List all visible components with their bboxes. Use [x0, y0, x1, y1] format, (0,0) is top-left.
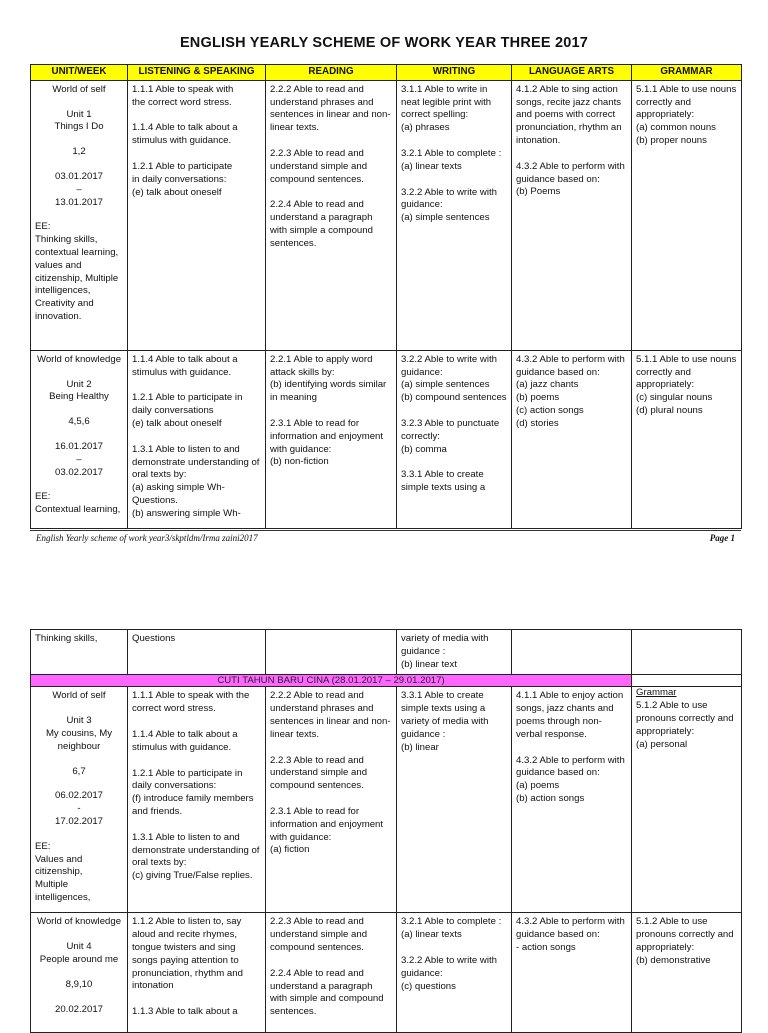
unit-2-listening — [128, 350, 266, 528]
unit-dates: 20.02.2017 — [54, 1003, 103, 1015]
continuation-unit: Thinking skills, — [31, 630, 128, 675]
standard-item: 2.3.1 Able to read for information and enjoyment with guidance: (b) non-fiction — [270, 417, 384, 468]
unit-4-listening — [128, 913, 266, 1033]
footer-divider — [30, 530, 741, 531]
unit-ee: EE: Contextual learning, — [35, 491, 121, 516]
page-number: Page 1 — [709, 533, 735, 543]
unit-4-writing — [397, 913, 512, 1033]
unit-theme: World of self — [52, 690, 106, 702]
unit-dates: 16.01.2017 – 03.02.2017 — [54, 440, 103, 478]
standard-item: 1.1.2 Able to listen to, say aloud and recite rhymes, tongue twisters and sing songs paying attention to pronunciation, rhythm and intonation — [132, 916, 243, 992]
standard-item: 1.1.1 Able to speak with the correct word stress. — [132, 690, 250, 715]
header-row — [31, 65, 742, 81]
unit-weeks: 6,7 — [72, 765, 86, 777]
unit-ee: EE: Values and citizenship, Multiple intelligences, — [35, 840, 91, 903]
header-listening-speaking: LISTENING & SPEAKING — [128, 65, 266, 81]
unit-4-reading — [266, 913, 397, 1033]
unit-weeks: 8,9,10 — [65, 978, 93, 990]
standard-item: 2.2.3 Able to read and understand simple and compound sentences. — [270, 147, 368, 185]
unit-theme: World of knowledge — [36, 353, 122, 365]
unit-3-reading — [266, 687, 397, 913]
unit-title: Unit 2 Being Healthy — [49, 378, 109, 403]
holiday-label: CUTI TAHUN BARU CINA (28.01.2017 – 29.01.2017) — [31, 675, 632, 687]
standard-item: 1.1.4 Able to talk about a stimulus with guidance. — [132, 122, 238, 147]
header-unit-week: UNIT/WEEK — [31, 65, 128, 81]
unit-1-reading — [266, 80, 397, 350]
standard-item: 1.2.1 Able to participate in daily conversations: (f) introduce family members and friends. — [132, 767, 254, 817]
standard-item: 1.3.1 Able to listen to and demonstrate understanding of oral texts by: (c) giving True/False replies. — [132, 831, 260, 882]
continuation-writing: variety of media with guidance : (b) linear text — [397, 630, 512, 675]
unit-dates: 06.02.2017 - 17.02.2017 — [54, 790, 103, 827]
standard-item: 3.2.2 Able to write with guidance: (c) questions — [401, 954, 497, 992]
unit-2-reading — [266, 350, 397, 528]
unit-4-cell — [31, 913, 128, 1033]
continuation-language-arts — [512, 630, 632, 675]
standard-item: 3.2.2 Able to write with guidance: (a) simple sentences (b) compound sentences — [401, 353, 507, 404]
unit-3-language-arts — [512, 687, 632, 913]
unit-1-cell — [31, 80, 128, 350]
unit-1-language-arts — [512, 80, 632, 350]
standard-item: 2.2.2 Able to read and understand phrases and sentences in linear and non-linear texts. — [270, 690, 391, 740]
table-row-unit-1 — [31, 80, 742, 350]
standard-item: 1.2.1 Able to participate in daily conversations (e) talk about oneself — [132, 392, 243, 429]
standard-item: 1.1.4 Able to talk about a stimulus with guidance. — [132, 728, 238, 753]
standard-item: 2.2.4 Able to read and understand a paragraph with simple a compound sentences. — [270, 199, 373, 249]
standard-item: 4.1.2 Able to sing action songs, recite jazz chants and poems with correct pronunciation, rhythm an intonation. — [516, 83, 622, 146]
table-row-unit-3 — [31, 687, 742, 913]
scheme-table-page-1 — [30, 64, 742, 529]
unit-2-writing — [397, 350, 512, 528]
standard-item: 2.2.3 Able to read and understand simple and compound sentences. — [270, 916, 368, 953]
header-writing: WRITING — [397, 65, 512, 81]
standard-item: 2.2.1 Able to apply word attack skills by: (b) identifying words similar in meaning — [270, 353, 387, 404]
unit-3-cell — [31, 687, 128, 913]
standard-item: 5.1.1 Able to use nouns correctly and appropriately: (c) singular nouns (d) plural nouns — [636, 353, 737, 416]
header-language-arts: LANGUAGE ARTS — [512, 65, 632, 81]
footer-text: English Yearly scheme of work year3/skptldm/Irma zaini2017 — [36, 533, 258, 543]
unit-2-grammar — [632, 350, 742, 528]
standard-item: 2.2.3 Able to read and understand simple and compound sentences. — [270, 754, 368, 792]
standard-item: 3.2.1 Able to complete : (a) linear texts — [401, 147, 502, 172]
unit-3-grammar — [632, 687, 742, 913]
table-row-continuation — [31, 630, 742, 675]
unit-weeks: 4,5,6 — [68, 416, 90, 428]
unit-3-listening — [128, 687, 266, 913]
unit-2-language-arts — [512, 350, 632, 528]
holiday-grammar-cell — [632, 675, 742, 687]
standard-item: 3.3.1 Able to create simple texts using a — [401, 469, 486, 494]
standard-item: 4.3.2 Able to perform with guidance based on: - action songs — [516, 916, 625, 953]
unit-title: Unit 4 People around me — [39, 941, 119, 965]
standard-item: 5.1.2 Able to use pronouns correctly and appropriately: (b) demonstrative — [636, 916, 734, 966]
standard-item: 4.3.2 Able to perform with guidance based on: (a) poems (b) action songs — [516, 754, 625, 804]
standard-item: 1.3.1 Able to listen to and demonstrate understanding of oral texts by: (a) asking simple Wh-Questions. (b) answering simple Wh- — [132, 443, 260, 519]
unit-theme: World of self — [52, 83, 106, 95]
table-row-unit-4 — [31, 913, 742, 1033]
standard-item: 3.3.1 Able to create simple texts using a variety of media with guidance : (b) linear — [401, 690, 489, 753]
table-row-unit-2 — [31, 350, 742, 528]
standard-item: 2.3.1 Able to read for information and enjoyment with guidance: (a) fiction — [270, 805, 384, 856]
unit-3-writing — [397, 687, 512, 913]
holiday-row — [31, 675, 742, 687]
unit-1-listening — [128, 80, 266, 350]
standard-item: 5.1.2 Able to use pronouns correctly and appropriately: (a) personal — [636, 700, 734, 750]
standard-item: 3.1.1 Able to write in neat legible print with correct spelling: (a) phrases — [401, 83, 492, 134]
grammar-label: Grammar — [636, 687, 677, 699]
unit-weeks: 1,2 — [72, 146, 86, 158]
standard-item: 1.1.3 Able to talk about a — [132, 1006, 238, 1018]
scheme-table-page-2 — [30, 629, 742, 1033]
unit-4-grammar — [632, 913, 742, 1033]
standard-item: 5.1.1 Able to use nouns correctly and appropriately: (a) common nouns (b) proper nouns — [636, 83, 737, 146]
unit-ee: EE: Thinking skills, contextual learning, values and citizenship, Multiple intelligences, Creativity and innovation. — [35, 221, 119, 322]
unit-theme: World of knowledge — [36, 916, 122, 928]
standard-item: 1.2.1 Able to participate in daily conversations: (e) talk about oneself — [132, 160, 233, 198]
standard-item: 3.2.1 Able to complete : (a) linear texts — [401, 916, 502, 941]
continuation-listening: Questions — [128, 630, 266, 675]
unit-2-cell — [31, 350, 128, 528]
standard-item: 2.2.4 Able to read and understand a paragraph with simple and compound sentences. — [270, 967, 384, 1018]
header-reading: READING — [266, 65, 397, 81]
unit-dates: 03.01.2017 – 13.01.2017 — [54, 170, 103, 208]
header-grammar: GRAMMAR — [632, 65, 742, 81]
unit-title: Unit 3 My cousins, My neighbour — [45, 715, 113, 752]
continuation-reading — [266, 630, 397, 675]
standard-item: 1.1.1 Able to speak with the correct word stress. — [132, 83, 234, 108]
standard-item: 4.1.1 Able to enjoy action songs, jazz chants and poems through non-verbal response. — [516, 690, 624, 740]
unit-4-language-arts — [512, 913, 632, 1033]
standard-item: 2.2.2 Able to read and understand phrases and sentences in linear and non-linear texts. — [270, 83, 391, 134]
unit-1-grammar — [632, 80, 742, 350]
standard-item: 3.2.3 Able to punctuate correctly: (b) comma — [401, 417, 500, 455]
standard-item: 4.3.2 Able to perform with guidance based on: (a) jazz chants (b) poems (c) action songs (d) stories — [516, 353, 625, 429]
document-title: ENGLISH YEARLY SCHEME OF WORK YEAR THREE 2017 — [179, 35, 589, 51]
standard-item: 1.1.4 Able to talk about a stimulus with guidance. — [132, 353, 238, 378]
standard-item: 4.3.2 Able to perform with guidance based on: (b) Poems — [516, 160, 625, 198]
standard-item: 3.2.2 Able to write with guidance: (a) simple sentences — [401, 186, 497, 224]
unit-1-writing — [397, 80, 512, 350]
continuation-grammar — [632, 630, 742, 675]
unit-title: Unit 1 Things I Do — [54, 108, 104, 133]
